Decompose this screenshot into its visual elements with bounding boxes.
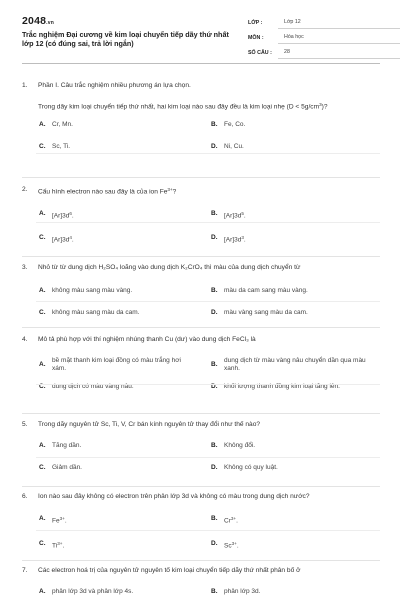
option-b[interactable] bbox=[211, 210, 383, 221]
option-a[interactable] bbox=[39, 515, 211, 526]
option-text bbox=[52, 515, 211, 526]
option-letter: A. bbox=[39, 442, 46, 449]
meta-value: 28 bbox=[278, 49, 400, 59]
option-a[interactable] bbox=[39, 287, 211, 295]
option-text-part: Ti bbox=[52, 542, 58, 549]
option-text: màu vàng sang màu da cam. bbox=[224, 309, 308, 316]
logo-text: 2048 bbox=[22, 15, 47, 27]
option-letter: A. bbox=[39, 287, 46, 294]
option-letter: B. bbox=[211, 287, 218, 294]
document-title: Trắc nghiệm Đại cương về kim loại chuyển tiếp dãy thứ nhất lớp 12 (có đúng sai, trả lời ngắn) bbox=[22, 30, 229, 49]
option-text-part: Fe bbox=[52, 517, 60, 525]
divider bbox=[36, 384, 380, 385]
question-text-part: ? bbox=[172, 188, 177, 196]
option-d[interactable] bbox=[211, 309, 383, 317]
meta-row-count bbox=[248, 44, 400, 59]
option-letter: C. bbox=[39, 464, 46, 471]
superscript: 3+ bbox=[57, 540, 63, 546]
option-letter: A. bbox=[39, 361, 46, 368]
question-text: Ion nào sau đây không có electron trên phân lớp 3d và không có màu trong dung dịch nước? bbox=[38, 493, 310, 500]
option-text: khối lượng thanh đồng kim loại tăng lên. bbox=[224, 383, 340, 390]
question-text bbox=[38, 185, 380, 197]
question-separator bbox=[22, 327, 380, 328]
option-letter: C. bbox=[39, 383, 46, 390]
option-letter: D. bbox=[211, 383, 218, 390]
question-separator bbox=[22, 560, 380, 561]
option-d[interactable] bbox=[211, 234, 383, 245]
meta-value: Lớp 12 bbox=[278, 19, 400, 29]
meta-row-subject bbox=[248, 29, 400, 44]
option-a[interactable] bbox=[39, 442, 211, 450]
question-text bbox=[38, 100, 380, 112]
option-a[interactable] bbox=[39, 357, 211, 373]
options-grid bbox=[39, 287, 380, 317]
option-text bbox=[52, 234, 211, 245]
option-text: không màu sang màu da cam. bbox=[52, 309, 140, 316]
option-text: Giảm dần. bbox=[52, 464, 82, 471]
option-letter: A. bbox=[39, 515, 46, 522]
option-c[interactable] bbox=[39, 309, 211, 317]
option-text-part: Cr bbox=[224, 517, 231, 525]
option-letter: B. bbox=[211, 515, 218, 522]
option-text bbox=[52, 540, 211, 551]
option-b[interactable] bbox=[211, 121, 383, 129]
option-letter: D. bbox=[211, 539, 218, 547]
option-text: dung dịch từ màu vàng nâu chuyển dần qua màu xanh. bbox=[224, 357, 366, 372]
meta-key: LỚP : bbox=[248, 20, 263, 26]
question-separator bbox=[22, 177, 380, 178]
option-text-part: . bbox=[243, 236, 246, 244]
option-letter: C. bbox=[39, 234, 46, 241]
question-number: 3. bbox=[22, 264, 28, 271]
question-4 bbox=[22, 335, 380, 391]
options-grid bbox=[39, 357, 380, 391]
superscript: 3+ bbox=[231, 540, 237, 546]
option-text: Fe, Co. bbox=[224, 120, 246, 128]
option-letter: B. bbox=[211, 361, 218, 368]
meta-key: MÔN : bbox=[248, 35, 264, 41]
question-text: Nhỏ từ từ dung dịch H₂SO₄ loãng vào dung dịch K₂CrO₄ thì màu của dung dịch chuyển từ bbox=[38, 264, 301, 271]
option-text: màu da cam sang màu vàng. bbox=[224, 287, 308, 294]
option-letter: D. bbox=[211, 464, 218, 471]
divider bbox=[36, 222, 380, 223]
site-logo[interactable] bbox=[22, 15, 54, 27]
question-text: Các electron hoá trị của nguyên tử nguyên tố kim loại chuyển tiếp dãy thứ nhất phân bố ở bbox=[38, 567, 301, 574]
question-number: 7. bbox=[22, 567, 28, 574]
meta-value: Hóa học bbox=[278, 34, 400, 44]
option-text-part: . bbox=[71, 236, 74, 244]
document-meta bbox=[248, 14, 400, 59]
option-letter: B. bbox=[211, 442, 218, 449]
option-b[interactable] bbox=[211, 442, 383, 450]
option-b[interactable] bbox=[211, 588, 383, 596]
option-d[interactable] bbox=[211, 464, 383, 472]
option-d[interactable] bbox=[211, 143, 383, 151]
option-a[interactable] bbox=[39, 588, 211, 596]
option-text-part: . bbox=[243, 212, 246, 219]
option-b[interactable] bbox=[211, 357, 383, 373]
section-heading bbox=[22, 81, 380, 90]
document-header bbox=[22, 0, 380, 64]
option-text: bề mặt thanh kim loại đồng có màu trắng hơi xám. bbox=[52, 357, 181, 372]
question-5 bbox=[22, 420, 380, 472]
option-text-part: . bbox=[236, 517, 238, 525]
question-number: 4. bbox=[22, 336, 28, 343]
option-letter: D. bbox=[211, 142, 218, 150]
options-grid bbox=[39, 588, 380, 596]
superscript: 3+ bbox=[59, 516, 65, 521]
option-letter: C. bbox=[39, 539, 46, 547]
option-text-part: . bbox=[64, 517, 67, 525]
option-c[interactable] bbox=[39, 143, 211, 151]
option-text bbox=[224, 234, 383, 245]
option-text bbox=[224, 210, 383, 221]
divider bbox=[36, 457, 380, 458]
option-text: phân lớp 3d. bbox=[224, 588, 261, 595]
question-separator bbox=[22, 413, 380, 414]
divider bbox=[36, 301, 380, 302]
question-number: 2. bbox=[22, 186, 28, 193]
option-text-part: [Ar]3d bbox=[52, 212, 70, 219]
question-text-part: )? bbox=[321, 103, 328, 111]
options-grid bbox=[39, 210, 380, 245]
option-text: không màu sang màu vàng. bbox=[52, 287, 133, 294]
superscript: 5 bbox=[241, 210, 244, 216]
divider bbox=[36, 530, 380, 531]
question-2 bbox=[22, 185, 380, 245]
question-text-part: Trong dãy kim loại chuyển tiếp thứ nhất, hai kim loại nào sau đây đều là kim loại nhẹ (D < 5g/cm bbox=[38, 103, 320, 111]
option-text bbox=[52, 210, 211, 221]
logo-suffix: .vn bbox=[46, 20, 54, 26]
section-title: Phần I. Câu trắc nghiệm nhiều phương án lựa chọn. bbox=[38, 82, 191, 89]
option-text: dung dịch có màu vàng nâu. bbox=[52, 383, 134, 390]
option-text-part: [Ar]3d bbox=[224, 236, 242, 244]
question-separator bbox=[22, 256, 380, 257]
option-text-part: . bbox=[236, 542, 239, 549]
option-text: Ni, Cu. bbox=[224, 142, 244, 150]
option-letter: B. bbox=[211, 209, 218, 217]
option-text: phân lớp 3d và phân lớp 4s. bbox=[52, 588, 134, 595]
options-grid bbox=[39, 515, 380, 550]
option-c[interactable] bbox=[39, 234, 211, 245]
option-b[interactable] bbox=[211, 287, 383, 295]
options-grid bbox=[39, 121, 380, 151]
question-number bbox=[22, 100, 38, 112]
option-text-part: [Ar]3d bbox=[52, 236, 70, 244]
option-text bbox=[224, 540, 383, 551]
option-text bbox=[224, 515, 383, 526]
superscript: 3+ bbox=[230, 516, 237, 521]
option-letter: C. bbox=[39, 142, 46, 150]
option-text: Cr, Mn. bbox=[52, 120, 73, 128]
option-c[interactable] bbox=[39, 464, 211, 472]
option-text: Sc, Ti. bbox=[52, 142, 71, 150]
option-letter: A. bbox=[39, 588, 46, 595]
option-c[interactable] bbox=[39, 540, 211, 551]
option-letter: C. bbox=[39, 309, 46, 316]
superscript: 4 bbox=[69, 235, 72, 240]
option-a[interactable] bbox=[39, 121, 211, 129]
meta-key: SỐ CÂU : bbox=[248, 50, 272, 56]
option-text-part: Sc bbox=[224, 542, 232, 549]
question-text: Mô tả phù hợp với thí nghiệm nhúng thanh Cu (dư) vào dung dịch FeCl₃ là bbox=[38, 336, 256, 343]
superscript: 3 bbox=[241, 235, 244, 240]
option-letter: B. bbox=[211, 120, 218, 128]
option-letter: D. bbox=[211, 234, 218, 241]
superscript: 3+ bbox=[167, 187, 173, 192]
question-text: Trong dãy nguyên tử Sc, Ti, V, Cr bán kính nguyên tử thay đổi như thế nào? bbox=[38, 421, 261, 428]
option-text-part: [Ar]3d bbox=[224, 212, 242, 219]
meta-row-class bbox=[248, 14, 400, 29]
question-number: 5. bbox=[22, 421, 28, 428]
option-letter: D. bbox=[211, 309, 218, 316]
question-number: 6. bbox=[22, 493, 28, 500]
option-text: Không có quy luật. bbox=[224, 464, 278, 471]
option-letter: A. bbox=[39, 120, 46, 128]
question-1 bbox=[22, 100, 380, 151]
question-6 bbox=[22, 492, 380, 550]
question-separator bbox=[22, 486, 380, 487]
superscript: 3 bbox=[319, 102, 322, 107]
question-text-part: Cấu hình electron nào sau đây là của ion Fe bbox=[38, 188, 168, 196]
divider bbox=[36, 153, 380, 154]
option-letter: A. bbox=[39, 209, 46, 217]
option-text: Không đổi. bbox=[224, 442, 256, 449]
option-b[interactable] bbox=[211, 515, 383, 526]
option-d[interactable] bbox=[211, 540, 383, 551]
option-letter: B. bbox=[211, 588, 218, 595]
option-text-part: . bbox=[71, 212, 74, 219]
section-number: 1. bbox=[22, 82, 28, 89]
option-text-part: . bbox=[62, 542, 65, 549]
question-3 bbox=[22, 263, 380, 317]
option-a[interactable] bbox=[39, 210, 211, 221]
question-7 bbox=[22, 566, 380, 596]
option-text: Tăng dần. bbox=[52, 442, 82, 449]
superscript: 6 bbox=[69, 210, 72, 216]
